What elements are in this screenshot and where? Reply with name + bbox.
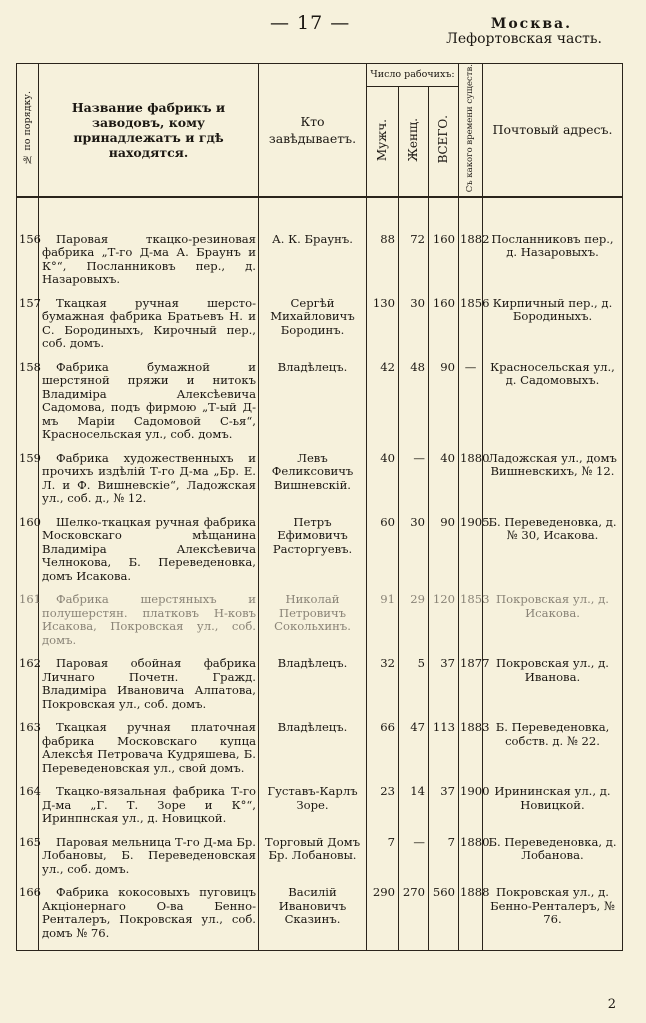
manager-name: Василій Ивановичъ Сказинъ. bbox=[259, 886, 367, 951]
column-header-total: ВСЕГО. bbox=[429, 86, 459, 196]
postal-address: Ладожская ул., домъ Вишневскихъ, № 12. bbox=[483, 452, 623, 516]
founded-year: 1877 bbox=[459, 657, 483, 721]
total-count: 90 bbox=[429, 516, 459, 594]
factory-name: Паровая ткацко-резиновая фабрика „Т-го Д-ма А. Браунъ и К°“, Посланниковъ пер., д. Назаровыхъ. bbox=[39, 233, 259, 297]
table-row bbox=[17, 721, 623, 785]
sheet-mark: 2 bbox=[607, 997, 616, 1012]
row-number: 163 bbox=[17, 721, 39, 785]
women-count: 72 bbox=[399, 233, 429, 297]
men-count: 88 bbox=[367, 233, 399, 297]
column-header-number: № по порядку. bbox=[17, 64, 39, 197]
total-count: 37 bbox=[429, 785, 459, 836]
column-header-workers: Число рабочихъ: bbox=[367, 64, 459, 87]
table-row bbox=[17, 593, 623, 657]
total-count: 160 bbox=[429, 297, 459, 361]
row-number: 156 bbox=[17, 233, 39, 297]
table-spacer-row bbox=[17, 197, 623, 233]
row-number: 166 bbox=[17, 886, 39, 951]
founded-year: 1880 bbox=[459, 836, 483, 887]
factory-name: Фабрика шерстяныхъ и полушерстян. платковъ Н-ковъ Исакова, Покровская ул., соб. домъ. bbox=[39, 593, 259, 657]
founded-year: 1853 bbox=[459, 593, 483, 657]
row-number: 159 bbox=[17, 452, 39, 516]
total-count: 560 bbox=[429, 886, 459, 951]
table-row bbox=[17, 886, 623, 951]
table-row bbox=[17, 836, 623, 887]
factory-name: Паровая обойная фабрика Личнаго Почетн. Гражд. Владиміра Ивановича Алпатова, Покровская ул., соб. домъ. bbox=[39, 657, 259, 721]
row-number: 162 bbox=[17, 657, 39, 721]
row-number: 157 bbox=[17, 297, 39, 361]
table-row bbox=[17, 361, 623, 452]
total-count: 40 bbox=[429, 452, 459, 516]
founded-year: 1888 bbox=[459, 886, 483, 951]
women-count: — bbox=[399, 836, 429, 887]
women-count: 5 bbox=[399, 657, 429, 721]
men-count: 7 bbox=[367, 836, 399, 887]
manager-name: Торговый Домъ Бр. Лобановы. bbox=[259, 836, 367, 887]
women-count: 30 bbox=[399, 516, 429, 594]
founded-year: 1856 bbox=[459, 297, 483, 361]
row-number: 161 bbox=[17, 593, 39, 657]
table-row bbox=[17, 657, 623, 721]
row-number: 165 bbox=[17, 836, 39, 887]
women-count: — bbox=[399, 452, 429, 516]
table-row bbox=[17, 297, 623, 361]
column-header-women: Женщ. bbox=[399, 86, 429, 196]
row-number: 160 bbox=[17, 516, 39, 594]
postal-address: Покровская ул., д. Бенно-Ренталеръ, № 76. bbox=[483, 886, 623, 951]
men-count: 290 bbox=[367, 886, 399, 951]
founded-year: 1900 bbox=[459, 785, 483, 836]
postal-address: Покровская ул., д. Иванова. bbox=[483, 657, 623, 721]
founded-year: — bbox=[459, 361, 483, 452]
page-number: — 17 — bbox=[270, 12, 351, 34]
factory-name: Ткацкая ручная шерсто-бумажная фабрика Братьевъ Н. и С. Бородиныхъ, Кирочный пер., соб. домъ. bbox=[39, 297, 259, 361]
manager-name: Петръ Ефимовичъ Расторгуевъ. bbox=[259, 516, 367, 594]
table-row bbox=[17, 452, 623, 516]
men-count: 23 bbox=[367, 785, 399, 836]
founded-year: 1882 bbox=[459, 233, 483, 297]
manager-name: Левъ Феликсовичъ Вишневскій. bbox=[259, 452, 367, 516]
column-header-men: Мужч. bbox=[367, 86, 399, 196]
postal-address: Посланниковъ пер., д. Назаровыхъ. bbox=[483, 233, 623, 297]
column-header-address: Почтовый адресъ. bbox=[483, 64, 623, 197]
manager-name: Владѣлецъ. bbox=[259, 721, 367, 785]
postal-address: Б. Переведеновка, д. Лобанова. bbox=[483, 836, 623, 887]
factory-name: Фабрика бумажной и шерстяной пряжи и нитокъ Владиміра Алексѣевича Садомова, подъ фирмою „Т-ый Д-мъ Маріи Садомовой С-ья“, Красносельская ул., соб. домъ. bbox=[39, 361, 259, 452]
founded-year: 1880 bbox=[459, 452, 483, 516]
total-count: 113 bbox=[429, 721, 459, 785]
factory-name: Фабрика кокосовыхъ пуговицъ Акціонернаго О-ва Бенно-Ренталеръ, Покровская ул., соб. домъ № 76. bbox=[39, 886, 259, 951]
women-count: 29 bbox=[399, 593, 429, 657]
column-header-name: Название фабрикъ и заводовъ, кому принадлежатъ и гдѣ находятся. bbox=[39, 64, 259, 197]
postal-address: Кирпичный пер., д. Бородиныхъ. bbox=[483, 297, 623, 361]
table-row bbox=[17, 785, 623, 836]
manager-name: Сергѣй Михайловичъ Бородинъ. bbox=[259, 297, 367, 361]
women-count: 47 bbox=[399, 721, 429, 785]
table-row bbox=[17, 233, 623, 297]
factory-name: Шелко-ткацкая ручная фабрика Московскаго мѣщанина Владиміра Алексѣевича Челнокова, Б. Переведеновка, домъ Исакова. bbox=[39, 516, 259, 594]
factory-name: Ткацко-вязальная фабрика Т-го Д-ма „Г. Т. Зоре и К°“, Иринпнская ул., д. Новицкой. bbox=[39, 785, 259, 836]
manager-name: Густавъ-Карлъ Зоре. bbox=[259, 785, 367, 836]
table-body bbox=[17, 197, 623, 951]
founded-year: 1883 bbox=[459, 721, 483, 785]
manager-name: Николай Петровичъ Сокольхинъ. bbox=[259, 593, 367, 657]
men-count: 40 bbox=[367, 452, 399, 516]
women-count: 30 bbox=[399, 297, 429, 361]
factory-name: Паровая мельница Т-го Д-ма Бр. Лобановы, Б. Переведеновская ул., соб. домъ. bbox=[39, 836, 259, 887]
men-count: 32 bbox=[367, 657, 399, 721]
total-count: 160 bbox=[429, 233, 459, 297]
total-count: 90 bbox=[429, 361, 459, 452]
total-count: 120 bbox=[429, 593, 459, 657]
district-title: Лефортовская часть. bbox=[446, 31, 602, 47]
row-number: 164 bbox=[17, 785, 39, 836]
postal-address: Б. Переведеновка, собств. д. № 22. bbox=[483, 721, 623, 785]
postal-address: Красносельская ул., д. Садомовыхъ. bbox=[483, 361, 623, 452]
total-count: 7 bbox=[429, 836, 459, 887]
table-row bbox=[17, 516, 623, 594]
men-count: 66 bbox=[367, 721, 399, 785]
women-count: 48 bbox=[399, 361, 429, 452]
factory-name: Ткацкая ручная платочная фабрика Московскаго купца Алексѣя Петровача Кудряшева, Б. Переведеновская ул., свой домъ. bbox=[39, 721, 259, 785]
manager-name: Владѣлецъ. bbox=[259, 361, 367, 452]
women-count: 270 bbox=[399, 886, 429, 951]
factory-registry-table bbox=[16, 63, 623, 951]
column-header-year: Съ какого времени существ. bbox=[459, 64, 483, 197]
postal-address: Ирининская ул., д. Новицкой. bbox=[483, 785, 623, 836]
manager-name: Владѣлецъ. bbox=[259, 657, 367, 721]
founded-year: 1905 bbox=[459, 516, 483, 594]
factory-name: Фабрика художественныхъ и прочихъ издѣлій Т-го Д-ма „Бр. Е. Л. и Ф. Вишневскіе“, Ладожская ул., соб. д., № 12. bbox=[39, 452, 259, 516]
total-count: 37 bbox=[429, 657, 459, 721]
postal-address: Б. Переведеновка, д. № 30, Исакова. bbox=[483, 516, 623, 594]
men-count: 60 bbox=[367, 516, 399, 594]
men-count: 91 bbox=[367, 593, 399, 657]
manager-name: А. К. Браунъ. bbox=[259, 233, 367, 297]
page-header bbox=[0, 0, 646, 62]
city-title: Москва. bbox=[490, 16, 572, 32]
men-count: 42 bbox=[367, 361, 399, 452]
column-header-manager: Кто завѣдываетъ. bbox=[259, 64, 367, 197]
women-count: 14 bbox=[399, 785, 429, 836]
postal-address: Покровская ул., д. Исакова. bbox=[483, 593, 623, 657]
men-count: 130 bbox=[367, 297, 399, 361]
row-number: 158 bbox=[17, 361, 39, 452]
